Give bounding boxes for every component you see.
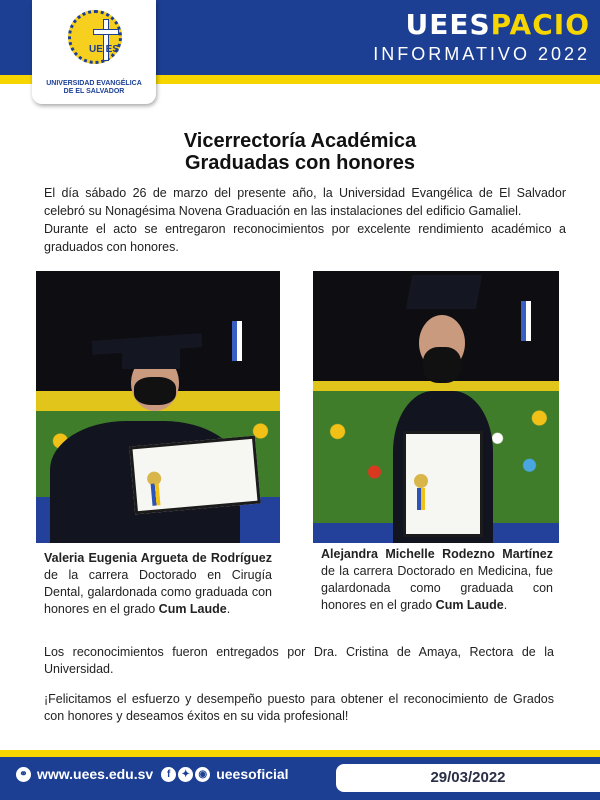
- graduate-name-1: Valeria Eugenia Argueta de Rodríguez: [44, 551, 272, 565]
- face-mask: [423, 347, 461, 383]
- article-title-line1: Vicerrectoría Académica: [183, 130, 417, 152]
- closing-paragraph-1: Los reconocimientos fueron entregados por Dra. Cristina de Amaya, Rectora de la Universidad.: [44, 645, 554, 676]
- face-mask: [134, 377, 176, 405]
- brand-subtitle: INFORMATIVO 2022: [373, 44, 590, 64]
- brand-title-part1: UEES: [405, 8, 491, 41]
- graduate-honor-1: Cum Laude: [158, 602, 227, 616]
- logo-sun-emblem: [68, 10, 122, 64]
- graduation-cap-base: [122, 343, 180, 369]
- graduate-caption-1: [44, 550, 272, 618]
- publication-date: 29/03/2022: [336, 764, 600, 792]
- graduate-photo-1: [36, 271, 280, 543]
- graduate-caption-2: [321, 546, 553, 614]
- logo-name-line1: UNIVERSIDAD EVANGÉLICA: [46, 80, 142, 87]
- diploma: [129, 436, 260, 515]
- twitter-icon[interactable]: ✦: [178, 767, 193, 782]
- caption-end-2: .: [503, 598, 508, 612]
- ribbon-icon: [417, 488, 425, 510]
- intro-paragraph-2: Durante el acto se entregaron reconocimientos por excelente rendimiento académico a graduados con honores.: [44, 222, 566, 254]
- graduate-description-1: de la carrera Doctorado en Cirugía Dental, galardonada como graduada con honores en el grado: [44, 568, 272, 616]
- facebook-icon[interactable]: f: [161, 767, 176, 782]
- instagram-icon[interactable]: ◉: [195, 767, 210, 782]
- ribbon-icon: [151, 483, 161, 506]
- graduate-honor-2: Cum Laude: [435, 598, 504, 612]
- article-intro: [44, 184, 566, 256]
- footer-accent-stripe: [0, 750, 600, 757]
- graduation-cap: [406, 275, 482, 309]
- brand-title-part2: PACIO: [490, 8, 590, 41]
- university-logo[interactable]: [32, 0, 156, 104]
- closing-paragraph-2: ¡Felicitamos el esfuerzo y desempeño puesto para obtener el reconocimiento de Grados con honores y deseamos éxitos en su vida profesional!: [44, 692, 554, 723]
- flag-graphic: [232, 321, 242, 361]
- logo-emblem-text: UE ES: [89, 44, 120, 55]
- brand-title: [373, 10, 590, 40]
- seal-icon: [414, 474, 428, 488]
- graduate-name-2: Alejandra Michelle Rodezno Martínez: [321, 547, 553, 561]
- diploma: [403, 431, 483, 537]
- flag-graphic: [521, 301, 531, 341]
- globe-icon: ⚭: [16, 767, 31, 782]
- logo-name-line2: DE EL SALVADOR: [63, 88, 125, 95]
- footer-contact: [16, 766, 289, 782]
- graduate-photo-2: [313, 271, 559, 543]
- social-handle[interactable]: ueesoficial: [216, 766, 289, 782]
- cross-icon-bar: [93, 29, 119, 35]
- logo-institution-name: [32, 80, 156, 96]
- graduate-description-2: de la carrera Doctorado en Medicina, fue galardonada como graduada con honores en el grado: [321, 564, 553, 612]
- article-title-line2: Graduadas con honores: [184, 152, 416, 174]
- caption-end-1: .: [226, 602, 231, 616]
- article-title: [0, 130, 600, 174]
- intro-paragraph-1: El día sábado 26 de marzo del presente año, la Universidad Evangélica de El Salvador celebró su Nonagésima Novena Graduación en las instalaciones del edificio Gamaliel.: [44, 186, 566, 218]
- newsletter-brand: [373, 10, 590, 65]
- website-link[interactable]: www.uees.edu.sv: [37, 766, 154, 782]
